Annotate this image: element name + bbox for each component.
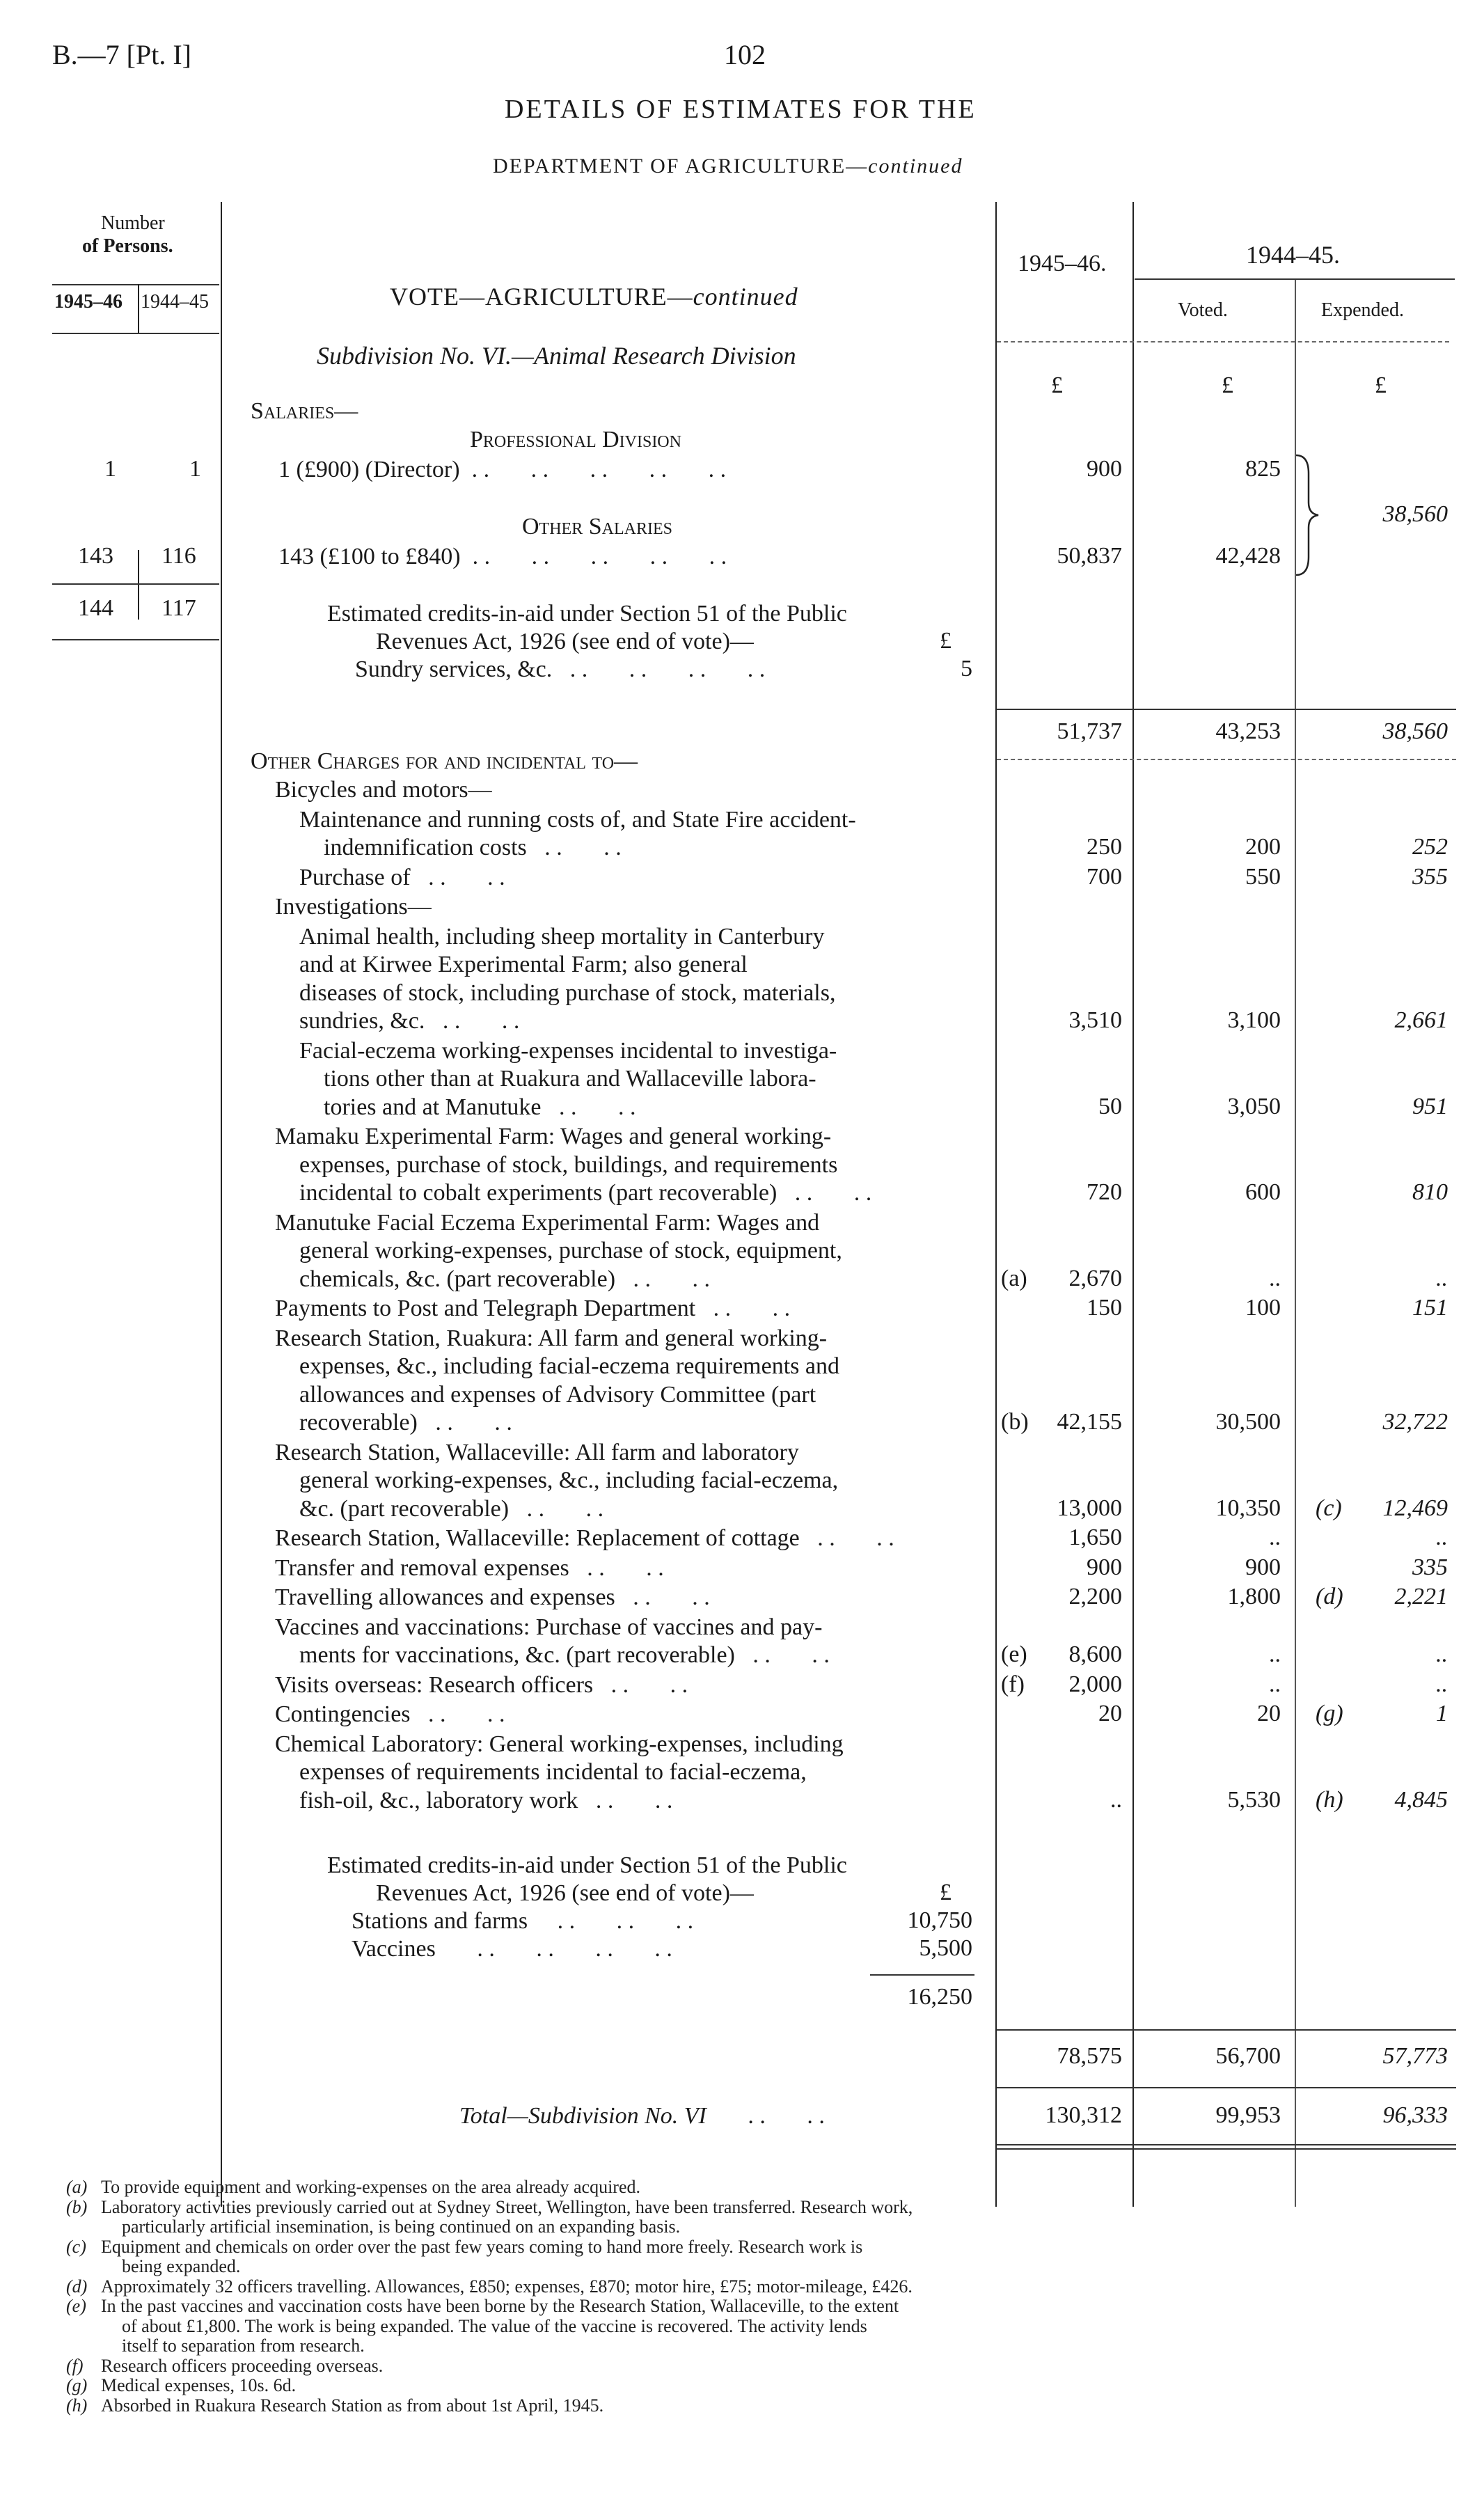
leader-dots: . . . . [578,1787,673,1813]
page-title: DETAILS OF ESTIMATES FOR THE [505,95,977,124]
charge-line: Contingencies . . . . [275,1701,505,1727]
other-charges-heading: Other Charges for and incidental to— [251,748,638,774]
charge-amount-1945: 3,510 [1068,1007,1122,1033]
total-bottom-rule-2 [997,2148,1456,2150]
total-persons-1945: 144 [78,595,113,621]
charge-line: expenses of requirements incidental to facial-eczema, [299,1759,807,1785]
footnote-text: being expanded. [122,2256,241,2276]
leader-dots: . . . . [526,835,622,860]
persons-column-rule [221,202,222,2207]
charge-line: &c. (part recoverable) . . . . [299,1495,604,1522]
report-reference: B.—7 [Pt. I] [52,39,191,70]
footnote-mark: (a) [66,2177,88,2197]
charge-note-1945: (f) [1001,1671,1025,1697]
charges-credits-line2: Revenues Act, 1926 (see end of vote)— [376,1880,754,1906]
charge-line: Transfer and removal expenses . . . . [275,1554,664,1581]
charge-note-expended: (h) [1316,1786,1343,1813]
charge-line: general working-expenses, &c., including facial-eczema, [299,1467,839,1493]
charge-line: sundries, &c. . . . . [299,1008,520,1034]
pound-sign-1945: £ [1051,372,1063,398]
leader-dots: . . . . [615,1584,710,1610]
charge-note-1945: (b) [1001,1409,1029,1435]
charge-amount-voted: .. [1269,1525,1281,1550]
footnote-mark: (d) [66,2276,88,2297]
footnote-text: Absorbed in Ruakura Research Station as from about 1st April, 1945. [101,2395,604,2416]
stations-farms-label: Stations and farms . . . . . . [352,1908,694,1934]
footnote-text: itself to separation from research. [122,2336,365,2356]
credits-sum-rule [870,1974,974,1976]
persons-header-rule [52,284,219,285]
charge-amount-voted: .. [1269,1265,1281,1291]
charges-credits-line1: Estimated credits-in-aid under Section 51 of the Public [327,1852,847,1878]
charge-amount-1945: 8,600 [1068,1641,1122,1667]
charge-amount-1945: 42,155 [1057,1409,1122,1435]
persons-subheader-rule [52,333,219,334]
expended-heading: Expended. [1321,299,1404,321]
charge-line: diseases of stock, including purchase of stock, materials, [299,979,836,1006]
charge-note-expended: (c) [1316,1495,1342,1521]
vaccines-credit-label: Vaccines . . . . . . . . [352,1936,672,1962]
total-1945: 130,312 [1045,2102,1122,2128]
other-persons-1944: 116 [161,543,196,569]
charge-line: expenses, &c., including facial-eczema requirements and [299,1353,839,1379]
charge-amount-expended: .. [1436,1265,1448,1291]
salaries-subtotal-bottom-rule [997,759,1456,760]
charge-amount-1945: 20 [1098,1701,1122,1726]
total-expended: 96,333 [1382,2102,1448,2128]
charge-amount-expended: 1 [1436,1701,1448,1726]
salaries-subtotal-expended: 38,560 [1382,718,1448,744]
charge-amount-voted: 200 [1245,834,1281,860]
charge-amount-1945: .. [1110,1786,1122,1813]
charge-line: Research Station, Wallaceville: All farm and laboratory [275,1439,799,1465]
vaccines-credit-value: 5,500 [919,1935,972,1961]
charge-amount-1945: 2,200 [1068,1584,1122,1609]
leader-dots: . . . . [541,1094,636,1120]
other-salaries-heading: Other Salaries [522,514,672,540]
charge-amount-expended: 252 [1412,834,1448,860]
charge-line: expenses, purchase of stock, buildings, and requirements [299,1151,838,1178]
charge-line: and at Kirwee Experimental Farm; also general [299,952,748,977]
charge-amount-expended: .. [1436,1641,1448,1667]
charge-amount-expended: 335 [1412,1554,1448,1580]
footnote-text: In the past vaccines and vaccination costs have been borne by the Research Station, Wallaceville, to the extent [101,2296,899,2316]
other-salaries-label: 143 (£100 to £840) . . . . . . . . . . [278,544,727,569]
total-label: Total—Subdivision No. VI . . . . [459,2103,825,2129]
charge-amount-expended: 810 [1412,1179,1448,1205]
charge-line: Manutuke Facial Eczema Experimental Farm: Wages and [275,1209,820,1236]
year-1944-heading: 1944–45. [1246,241,1340,269]
charge-amount-voted: 100 [1245,1295,1281,1321]
charge-amount-1945: 2,670 [1068,1265,1122,1291]
charge-line: Travelling allowances and expenses . . . . [275,1584,710,1610]
persons-col-1945: 1945–46 [54,291,123,313]
vote-title: VOTE—AGRICULTURE—continued [390,283,798,310]
page-number: 102 [724,39,766,70]
charge-amount-voted: 30,500 [1215,1409,1281,1435]
charge-amount-voted: .. [1269,1641,1281,1667]
charge-amount-voted: 550 [1245,863,1281,890]
professional-division-heading: Professional Division [470,427,681,452]
director-1945: 900 [1087,456,1122,482]
charge-line: recoverable) . . . . [299,1410,512,1435]
charge-line: Research Station, Wallaceville: Replacement of cottage . . . . [275,1525,894,1551]
charge-amount-voted: 5,530 [1227,1786,1281,1813]
charge-amount-voted: 3,050 [1227,1093,1281,1119]
stations-farms-value: 10,750 [907,1907,972,1933]
charge-amount-1945: 2,000 [1068,1671,1122,1697]
total-bottom-rule-1 [997,2144,1456,2145]
persons-heading-1: Number [101,212,165,234]
charge-note-1945: (a) [1001,1265,1027,1291]
charge-amount-expended: 12,469 [1382,1495,1448,1521]
total-persons-1944: 117 [161,595,196,621]
subdivision-title: Subdivision No. VI.—Animal Research Division [317,342,796,370]
charge-amount-expended: .. [1436,1525,1448,1550]
charge-amount-voted: 600 [1245,1179,1281,1205]
charge-line: tories and at Manutuke . . . . [324,1094,636,1120]
footnote-text: of about £1,800. The work is being expanded. The value of the vaccine is recovered. The activity lends [122,2315,867,2336]
footnote-text: particularly artificial insemination, is being continued on an expanding basis. [122,2216,681,2237]
charge-amount-1945: 900 [1087,1554,1122,1580]
charge-line: Research Station, Ruakura: All farm and general working- [275,1325,828,1351]
salaries-subtotal-rule [997,709,1456,710]
director-persons-1945: 1 [104,456,116,482]
persons-heading-2: of Persons. [82,235,173,257]
footnote-mark: (f) [66,2355,84,2376]
charge-line: Vaccines and vaccinations: Purchase of vaccines and pay- [275,1614,823,1640]
footnote-text: Approximately 32 officers travelling. Allowances, £850; expenses, £870; motor hire, £75; motor-mileage, £426. [101,2276,913,2297]
salaries-credits-line2: Revenues Act, 1926 (see end of vote)— [376,629,754,654]
leader-dots: . . . . [425,1008,520,1034]
leader-dots: . . . . [777,1180,872,1206]
salaries-subtotal-voted: 43,253 [1215,718,1281,744]
leader-dots: . . . . [410,864,505,890]
leader-dots: . . . . [509,1495,604,1522]
footnote-text: Equipment and chemicals on order over the past few years coming to hand more freely. Research work is [101,2236,863,2257]
year-1944-rule [1135,278,1455,280]
leader-dots: . . . . [593,1671,688,1698]
charge-line: Visits overseas: Research officers . . . . [275,1671,688,1698]
other-persons-1945: 143 [78,543,113,569]
charge-amount-voted: 1,800 [1227,1584,1281,1609]
other-salaries-voted: 42,428 [1215,543,1281,569]
footnote-text: Laboratory activities previously carried out at Sydney Street, Wellington, have been transferred. Research work, [101,2196,913,2217]
pound-sign-expended: £ [1375,372,1387,398]
charge-line: Mamaku Experimental Farm: Wages and general working- [275,1124,832,1149]
voted-heading: Voted. [1178,299,1228,321]
charge-amount-1945: 150 [1087,1295,1122,1321]
charge-amount-1945: 13,000 [1057,1495,1122,1521]
charge-amount-1945: 720 [1087,1179,1122,1205]
sundry-services-label: Sundry services, &c. . . . . . . . . [355,656,766,682]
persons-total-bottom-rule [52,639,219,640]
footnote-mark: (h) [66,2395,88,2416]
charge-line: tions other than at Ruakura and Wallaceville labora- [324,1066,816,1092]
charges-subtotal-1945: 78,575 [1057,2043,1122,2069]
charges-subtotal-expended: 57,773 [1382,2043,1448,2069]
leader-dots: . . . . [569,1554,664,1581]
charge-amount-expended: .. [1436,1671,1448,1697]
charge-amount-voted: 10,350 [1215,1495,1281,1521]
persons-total-top-rule [52,583,219,585]
column-header-rule [997,341,1449,342]
col-1945-left-rule [995,202,997,2207]
charge-amount-voted: 3,100 [1227,1007,1281,1033]
charge-line: Payments to Post and Telegraph Department . . . . [275,1296,791,1321]
charge-amount-voted: .. [1269,1671,1281,1697]
charge-amount-expended: 951 [1412,1093,1448,1119]
footnote-mark: (g) [66,2375,88,2395]
charge-line: general working-expenses, purchase of stock, equipment, [299,1238,842,1263]
salaries-credits-pound: £ [940,628,952,654]
footnote-mark: (b) [66,2196,88,2217]
charge-amount-voted: 20 [1257,1701,1281,1726]
charge-line: Bicycles and motors— [275,777,492,803]
total-top-rule [997,2087,1456,2088]
salaries-subtotal-1945: 51,737 [1057,718,1122,744]
footnote-text: To provide equipment and working-expenses on the area already acquired. [101,2177,640,2197]
charges-subtotal-rule [997,2029,1456,2031]
charge-amount-voted: 900 [1245,1554,1281,1580]
charge-amount-1945: 1,650 [1068,1525,1122,1550]
credits-total: 16,250 [907,1984,972,2010]
charge-line: indemnification costs . . . . [324,835,622,860]
charge-amount-1945: 50 [1098,1093,1122,1119]
total-voted: 99,953 [1215,2102,1281,2128]
charge-note-expended: (d) [1316,1584,1343,1609]
persons-divider-lower [138,550,139,620]
charge-line: allowances and expenses of Advisory Committee (part [299,1381,816,1408]
charge-line: Facial-eczema working-expenses incidental to investiga- [299,1037,837,1064]
footnote-mark: (e) [66,2296,86,2316]
charge-amount-expended: 2,661 [1394,1007,1448,1033]
leader-dots: . . . . [799,1525,894,1551]
salaries-brace [1293,452,1321,578]
charge-line: Maintenance and running costs of, and State Fire accident- [299,806,856,833]
director-persons-1944: 1 [189,456,201,482]
director-label: 1 (£900) (Director) . . . . . . . . . . [278,457,727,482]
pound-sign-voted: £ [1222,372,1233,398]
charge-line: chemicals, &c. (part recoverable) . . . . [299,1266,711,1292]
charge-line: incidental to cobalt experiments (part recoverable) . . . . [299,1180,872,1206]
charge-amount-1945: 250 [1087,834,1122,860]
charge-note-1945: (e) [1001,1641,1027,1667]
charge-amount-expended: 355 [1412,863,1448,890]
footnote-text: Medical expenses, 10s. 6d. [101,2375,297,2395]
sundry-services-value: 5 [961,656,972,682]
leader-dots: . . . . [695,1296,791,1321]
charge-line: ments for vaccinations, &c. (part recoverable) . . . . [299,1642,830,1668]
page-subtitle: DEPARTMENT OF AGRICULTURE—continued [493,155,963,178]
charge-amount-expended: 32,722 [1382,1409,1448,1435]
charges-credits-pound: £ [940,1880,952,1905]
persons-divider [138,284,139,333]
charge-line: Investigations— [275,894,432,920]
charge-amount-expended: 151 [1412,1295,1448,1321]
salaries-heading: Salaries— [251,398,358,424]
year-1945-heading: 1945–46. [1018,251,1107,276]
salaries-expended-combined: 38,560 [1382,501,1448,527]
charge-line: Chemical Laboratory: General working-expenses, including [275,1731,844,1757]
charge-line: Purchase of . . . . [299,864,505,890]
director-voted: 825 [1245,456,1281,482]
charge-amount-expended: 2,221 [1394,1584,1448,1609]
footnote-text: Research officers proceeding overseas. [101,2355,384,2376]
charge-line: fish-oil, &c., laboratory work . . . . [299,1787,673,1813]
persons-col-1944: 1944–45 [141,291,209,313]
salaries-credits-line1: Estimated credits-in-aid under Section 51 of the Public [327,601,847,627]
leader-dots: . . . . [417,1410,512,1435]
leader-dots: . . . . [410,1701,505,1727]
leader-dots: . . . . [734,1642,830,1668]
charge-amount-1945: 700 [1087,863,1122,890]
charges-subtotal-voted: 56,700 [1215,2043,1281,2069]
charge-line: Animal health, including sheep mortality in Canterbury [299,923,825,950]
col-1944-left-rule [1132,202,1134,2207]
leader-dots: . . . . [615,1266,711,1292]
charge-note-expended: (g) [1316,1701,1343,1726]
other-salaries-1945: 50,837 [1057,543,1122,569]
charge-amount-expended: 4,845 [1394,1786,1448,1813]
footnote-mark: (c) [66,2236,86,2257]
